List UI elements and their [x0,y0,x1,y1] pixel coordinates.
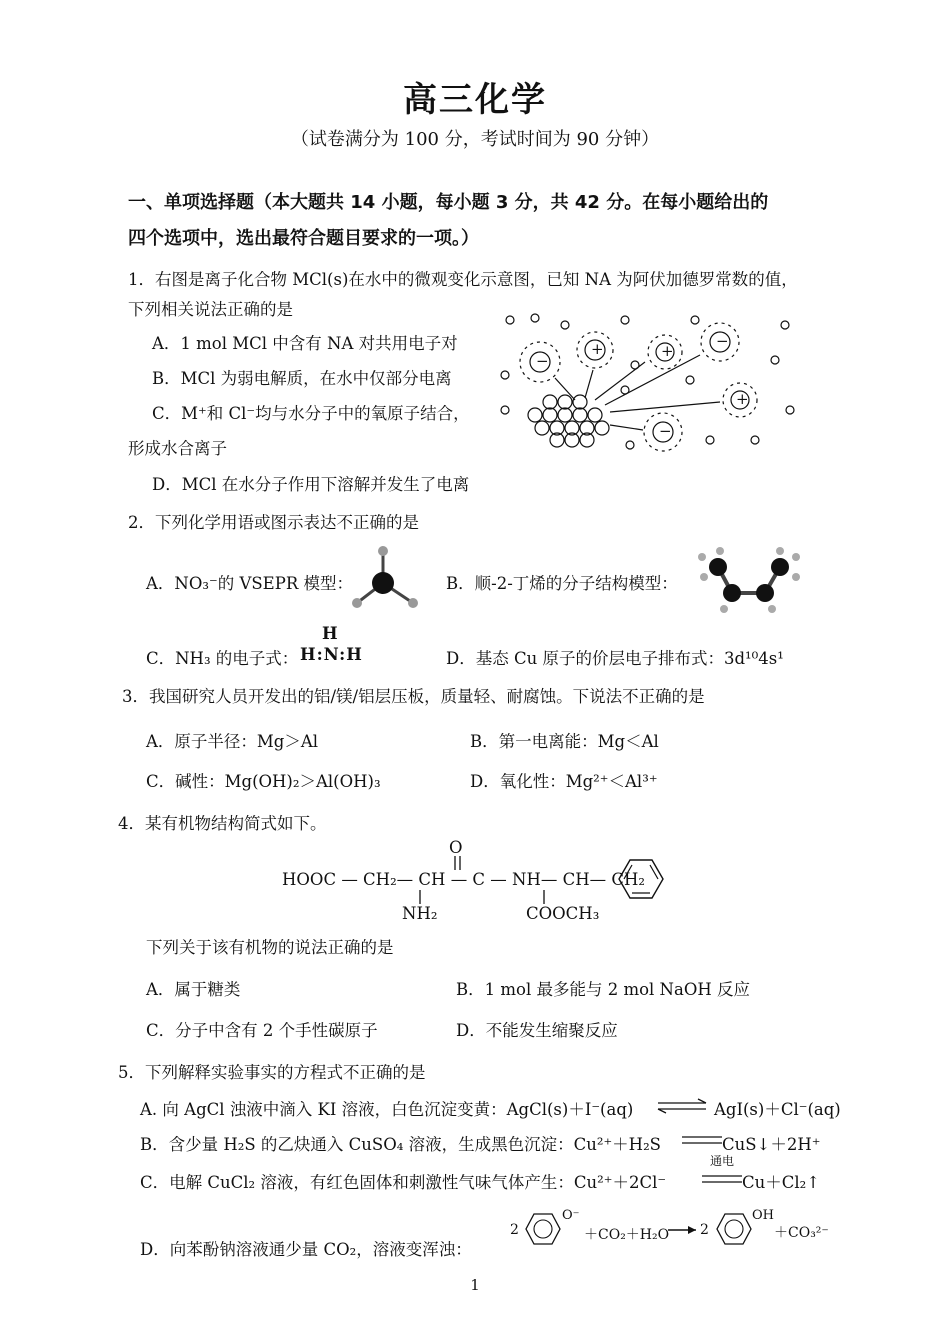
q5-option-d: D．向苯酚钠溶液通少量 CO₂，溶液变浑浊： [140,1240,472,1259]
q2-option-a: A．NO₃⁻的 VSEPR 模型： [146,574,353,593]
equals-sign-c [702,1173,742,1185]
cis-2-butene-model [690,545,830,615]
water-molecules [501,314,794,449]
nh3-electron-top-h: H [322,624,338,643]
q3-stem: 3．我国研究人员开发出的铝/镁/铝层压板，质量轻、耐腐蚀。下说法不正确的是 [122,687,705,706]
crystal-lattice [528,395,609,447]
q1-option-b: B．MCl 为弱电解质，在水中仅部分电离 [152,369,452,388]
q3-option-d: D．氧化性：Mg²⁺＜Al³⁺ [470,772,658,791]
svg-text:−: − [536,352,549,370]
formula-main-chain: HOOC — CH₂— CH — C — NH— CH— CH₂ [282,870,646,889]
svg-text:+: + [736,390,749,408]
q1-option-d: D．MCl 在水分子作用下溶解并发生了电离 [152,475,470,494]
svg-text:+: + [591,340,604,358]
nh3-electron-formula: H:N:H [300,645,363,664]
q1-stem-line2: 下列相关说法正确的是 [128,300,293,319]
phenoxide-o: O⁻ [562,1208,580,1223]
d-carbonate: ＋CO₃²⁻ [774,1225,829,1241]
q1-option-c: C．M⁺和 Cl⁻均与水分子中的氧原子结合， [152,404,470,423]
q4-option-d: D．不能发生缩聚反应 [456,1021,618,1040]
electrolysis-condition: 通电 [710,1154,735,1168]
formula-cooch3: COOCH₃ [526,904,600,923]
benzene-ring [618,858,664,900]
no3-vsepr-model [345,545,425,615]
q5-option-a: A. 向 AgCl 浊液中滴入 KI 溶液，白色沉淀变黄：AgCl(s)＋I⁻(aq) [140,1100,634,1119]
bond-to-cooch3 [542,890,546,904]
formula-nh2: NH₂ [402,904,438,923]
q1-option-c-cont: 形成水合离子 [128,439,227,458]
d-reactants: ＋CO₂＋H₂O [584,1227,670,1243]
d-left-coefficient: 2 [510,1222,519,1238]
q2-stem: 2．下列化学用语或图示表达不正确的是 [128,513,419,532]
q4-stem: 4．某有机物结构简式如下。 [118,814,327,833]
svg-text:−: − [716,332,729,350]
q4-substem: 下列关于该有机物的说法正确的是 [146,938,394,957]
q5-option-b: B．含少量 H₂S 的乙炔通入 CuSO₄ 溶液，生成黑色沉淀：Cu²⁺＋H₂S [140,1135,661,1154]
q5-option-a-product: AgI(s)＋Cl⁻(aq) [714,1100,841,1119]
page-number: 1 [470,1276,480,1294]
formula-carbonyl-o: O [449,838,463,857]
phenoxide-ring [525,1212,561,1246]
exam-info: （试卷满分为 100 分，考试时间为 90 分钟） [290,129,660,150]
phenol-oh: OH [752,1208,774,1223]
q5-stem: 5．下列解释实验事实的方程式不正确的是 [118,1063,426,1082]
reaction-arrow [668,1224,698,1236]
q1-option-a: A．1 mol MCl 中含有 NA 对共用电子对 [152,334,458,353]
equals-sign-b [682,1134,722,1146]
q3-option-c: C．碱性：Mg(OH)₂＞Al(OH)₃ [146,772,381,791]
q2-option-c: C．NH₃ 的电子式： [146,649,299,668]
q5-option-c-product: Cu＋Cl₂↑ [742,1173,821,1192]
q3-option-a: A．原子半径：Mg＞Al [146,732,319,751]
dissolution-diagram [495,300,815,460]
q3-option-b: B．第一电离能：Mg＜Al [470,732,659,751]
section-heading-line2: 四个选项中，选出最符合题目要求的一项。） [128,228,479,249]
bond-to-nh2 [418,890,422,904]
q4-option-c: C．分子中含有 2 个手性碳原子 [146,1021,378,1040]
svg-text:−: − [659,422,672,440]
q4-option-b: B．1 mol 最多能与 2 mol NaOH 反应 [456,980,750,999]
section-heading-line1: 一、单项选择题（本大题共 14 小题，每小题 3 分，共 42 分。在每小题给出的 [128,192,769,213]
q2-option-d: D．基态 Cu 原子的价层电子排布式：3d¹⁰4s¹ [446,649,784,668]
q1-stem-line1: 1．右图是离子化合物 MCl(s)在水中的微观变化示意图，已知 NA 为阿伏加德罗常数的值， [128,270,798,289]
phenol-ring [716,1212,752,1246]
equilibrium-arrow [656,1098,708,1114]
d-right-coefficient: 2 [700,1222,709,1238]
page-title: 高三化学 [403,80,547,120]
svg-text:+: + [661,342,674,360]
q5-option-b-product: CuS↓＋2H⁺ [722,1135,821,1154]
q2-option-b: B．顺-2-丁烯的分子结构模型： [446,574,678,593]
q4-option-a: A．属于糖类 [146,980,241,999]
q5-option-c: C．电解 CuCl₂ 溶液，有红色固体和刺激性气味气体产生：Cu²⁺＋2Cl⁻ [140,1173,667,1192]
